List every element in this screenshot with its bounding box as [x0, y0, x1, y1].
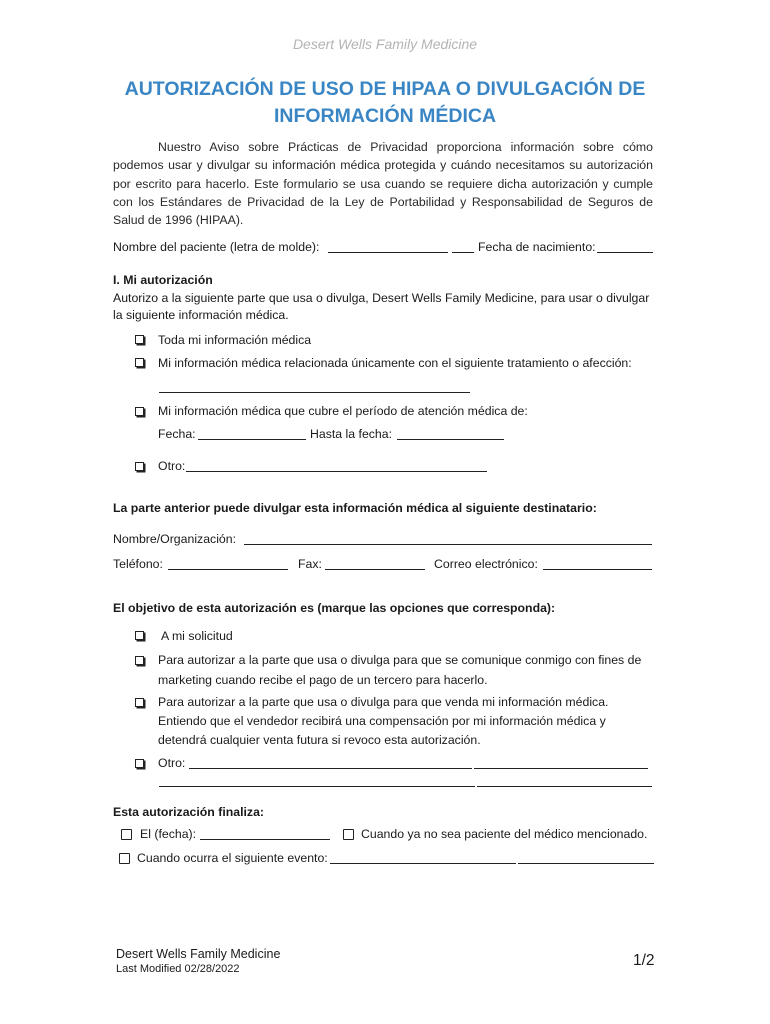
purpose-heading: El objetivo de esta autorización es (marque las opciones que corresponda): [113, 601, 556, 615]
purpose-other-field-line-2-ext[interactable] [477, 786, 652, 787]
purpose-other-field[interactable] [189, 768, 472, 769]
checkbox-other-info[interactable] [135, 461, 144, 475]
expiry-heading: Esta autorización finaliza: [113, 805, 265, 819]
option-event-label: Cuando ocurra el siguiente evento: [137, 851, 328, 865]
option-not-patient-label: Cuando ya no sea paciente del médico mencionado. [361, 827, 648, 841]
footer-org: Desert Wells Family Medicine [116, 947, 281, 961]
checkbox-treatment[interactable] [135, 357, 144, 371]
option-sell-line-3: detendrá cualquier venta futura si revoco esta autorización. [158, 733, 481, 747]
option-period-label: Mi información médica que cubre el período de atención médica de: [158, 404, 528, 418]
section-authorization-text: Autorizo a la siguiente parte que usa o divulga, Desert Wells Family Medicine, para usar o divulgar la siguiente información médica. [113, 291, 650, 322]
intro-paragraph: Nuestro Aviso sobre Prácticas de Privacidad proporciona información sobre cómo podemos usar y divulgar su información médica protegida y cuándo necesitamos su autorización por escrito para hacerlo. Este formulario se usa cuando se requiere dicha autorización y cumple con los Estándares de Privacidad de la Ley de Portabilidad y Responsabilidad de Seguros de Salud de 1996 (HIPAA). [113, 140, 653, 228]
option-treatment-label: Mi información médica relacionada únicamente con el siguiente tratamiento o afección: [158, 356, 632, 370]
dob-label: Fecha de nacimiento: [478, 240, 596, 254]
option-other-info-label: Otro: [158, 459, 186, 473]
checkbox-request[interactable] [135, 630, 144, 644]
checkbox-expiry-date[interactable] [121, 828, 132, 842]
fax-field[interactable] [325, 569, 425, 570]
option-sell-line-1: Para autorizar a la parte que usa o divulga para que venda mi información médica. [158, 695, 609, 709]
phone-field[interactable] [168, 569, 288, 570]
page-header: Desert Wells Family Medicine [292, 36, 478, 52]
date-from-field[interactable] [198, 439, 306, 440]
patient-name-label: Nombre del paciente (letra de molde): [113, 240, 320, 254]
checkbox-all-info[interactable] [135, 334, 144, 348]
option-marketing-line-2: marketing cuando recibe el pago de un tercero para hacerlo. [158, 673, 488, 687]
option-purpose-other-label: Otro: [158, 756, 186, 770]
recipient-heading: La parte anterior puede divulgar esta información médica al siguiente destinatario: [113, 501, 597, 515]
option-expiry-date-label: El (fecha): [140, 827, 197, 841]
document-title [0, 76, 770, 130]
email-label: Correo electrónico: [434, 557, 538, 571]
date-to-field[interactable] [397, 439, 504, 440]
purpose-other-field-line-2[interactable] [159, 786, 475, 787]
option-sell-line-2: Entiendo que el vendedor recibirá una compensación por mi información médica y [158, 714, 606, 728]
footer-last-modified: Last Modified 02/28/2022 [116, 963, 240, 975]
date-from-label: Fecha: [158, 427, 196, 441]
recipient-name-field[interactable] [244, 544, 652, 545]
title-line-2: INFORMACIÓN MÉDICA [273, 105, 497, 127]
option-request-label: A mi solicitud [161, 629, 233, 643]
checkbox-event[interactable] [119, 852, 130, 866]
patient-name-field-ext[interactable] [452, 252, 474, 253]
recipient-name-label: Nombre/Organización: [113, 532, 237, 546]
event-field[interactable] [330, 863, 516, 864]
checkbox-period[interactable] [135, 406, 144, 420]
purpose-other-field-ext[interactable] [474, 768, 648, 769]
event-field-ext[interactable] [518, 863, 654, 864]
checkbox-sell[interactable] [135, 697, 144, 711]
expiry-date-field[interactable] [200, 839, 330, 840]
date-to-label: Hasta la fecha: [310, 427, 393, 441]
patient-name-field[interactable] [328, 252, 448, 253]
option-all-info-label: Toda mi información médica [158, 333, 312, 347]
section-authorization-heading: I. Mi autorización [113, 273, 213, 287]
phone-label: Teléfono: [113, 557, 163, 571]
checkbox-marketing[interactable] [135, 655, 144, 669]
dob-field[interactable] [597, 252, 653, 253]
checkbox-not-patient[interactable] [343, 828, 354, 842]
fax-label: Fax: [298, 557, 322, 571]
email-field[interactable] [543, 569, 652, 570]
page-number: 1/2 [633, 952, 655, 969]
other-info-field[interactable] [186, 471, 487, 472]
treatment-field[interactable] [159, 392, 470, 393]
title-line-1: AUTORIZACIÓN DE USO DE HIPAA O DIVULGACIÓN DE [124, 78, 646, 100]
checkbox-purpose-other[interactable] [135, 758, 144, 772]
option-marketing-line-1: Para autorizar a la parte que usa o divulga para que se comunique conmigo con fines de [158, 653, 642, 667]
